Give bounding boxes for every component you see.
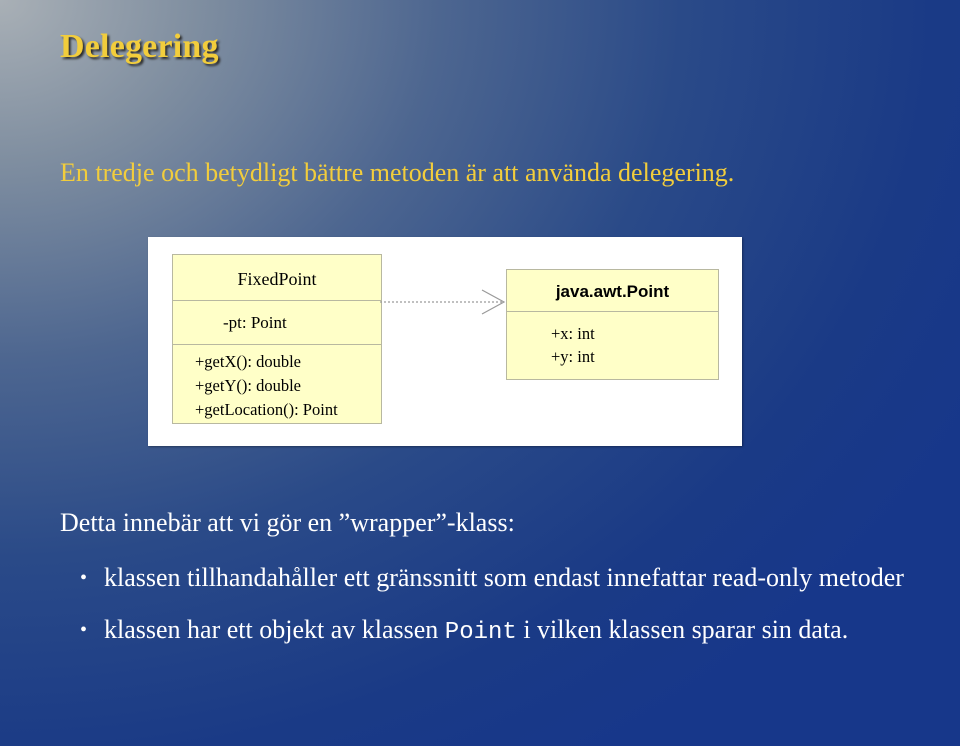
awt-point-attribute-x: +x: int — [551, 324, 595, 343]
dependency-arrow-icon — [380, 285, 508, 319]
fixedpoint-class-name: FixedPoint — [237, 269, 317, 289]
bullet-item — [80, 560, 940, 596]
awt-point-class-box — [506, 269, 719, 380]
awt-point-attribute-y: +y: int — [551, 347, 595, 366]
bullet-text-before: klassen har ett objekt av klassen — [104, 615, 445, 644]
awt-point-class-name: java.awt.Point — [555, 282, 670, 301]
code-point: Point — [444, 619, 517, 646]
fixedpoint-operations — [173, 344, 381, 422]
bullet-icon: • — [80, 619, 88, 641]
subtitle-text: Detta innebär att vi gör en ”wrapper”-klass: — [60, 508, 515, 537]
bullet-text-after: i vilken klassen sparar sin data. — [516, 615, 849, 644]
bullet-text: klassen tillhandahåller ett gränssnitt som endast innefattar read-only metoder — [104, 563, 904, 592]
bullet-icon: • — [80, 567, 88, 589]
fixedpoint-operation-getlocation: +getLocation(): Point — [195, 400, 338, 419]
fixedpoint-operation-gety: +getY(): double — [195, 376, 301, 395]
fixedpoint-operation-getx: +getX(): double — [195, 352, 301, 371]
awt-point-attributes — [507, 311, 718, 368]
bullet-item — [80, 612, 940, 651]
slide-title: Delegering — [60, 28, 219, 65]
intro-text: En tredje och betydligt bättre metoden är att använda delegering. — [60, 158, 735, 187]
uml-diagram — [148, 237, 742, 446]
bullet-list — [80, 560, 940, 667]
fixedpoint-attribute: -pt: Point — [173, 300, 381, 344]
fixedpoint-class-box — [172, 254, 382, 424]
